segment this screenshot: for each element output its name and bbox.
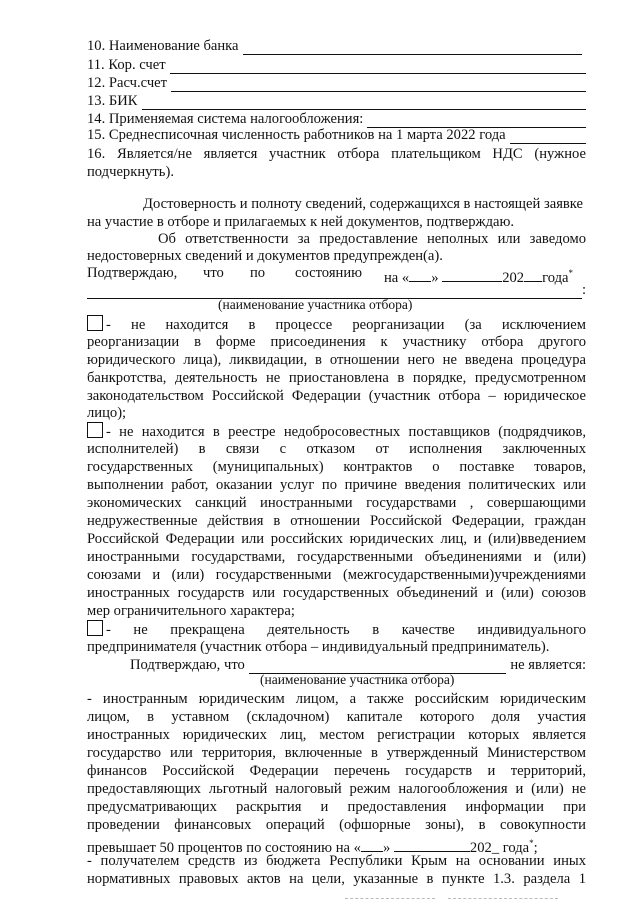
reorg-line: банкротства, деятельность не приостановлена в порядке, предусмотренном — [87, 370, 586, 386]
confirm-word: что — [203, 265, 224, 281]
responsibility-line: Об ответственности за предоставление неполных или заведомо — [158, 231, 586, 247]
year-word: года — [542, 269, 569, 286]
reorg-checkbox[interactable] — [87, 315, 103, 331]
reorg-line: законодательством Российской Федерации (участник отбора – юридическое — [87, 388, 586, 404]
confirm2-tail: не является: — [510, 657, 586, 673]
registry-text: - не находится в реестре недобросовестных поставщиков (подрядчиков, — [106, 424, 586, 440]
confirm2-lead: Подтверждаю, что — [130, 657, 245, 673]
foreign-line: иностранных юридических лиц, местом регистрации которых является — [87, 727, 586, 743]
field-label: 14. Применяемая система налогообложения: — [87, 111, 364, 127]
registry-line: иностранных государств или государственных объединений и (или) союзов — [87, 585, 586, 601]
registry-line — [87, 422, 586, 440]
date-close: » — [431, 269, 439, 286]
month-blank — [394, 837, 470, 852]
year-text: 202_ года — [469, 839, 530, 856]
ip-text: - не прекращена деятельность в качестве индивидуального — [106, 622, 586, 638]
registry-line: недружественные действия в отношении Российской Федерации, граждан — [87, 513, 586, 529]
reorg-text: - не находится в процессе реорганизации (за исключением — [106, 317, 586, 333]
field-headcount — [87, 126, 586, 144]
field-settlement-account — [87, 74, 586, 92]
confirm-date-line — [87, 264, 586, 286]
budget-line: нормативных правовых актов на цели, указанные в пункте 1.3. раздела 1 — [87, 871, 586, 887]
date-close: » — [382, 839, 391, 856]
registry-line: Российской Федерации или российских юридических лиц, и (или)введением — [87, 531, 586, 547]
field-label: 13. БИК — [87, 93, 138, 109]
ip-line: предпринимателя (участник отбора – индивидуальный предприниматель). — [87, 639, 550, 655]
confirm-word: по — [250, 265, 266, 281]
foreign-line: предусматривающих раскрытия и предоставления информации при — [87, 799, 586, 815]
field-corr-account — [87, 56, 586, 74]
confirm-line: Достоверность и полноту сведений, содержащихся в настоящей заявке — [143, 196, 583, 212]
budget-line: - получателем средств из бюджета Республики Крым на основании иных — [87, 853, 586, 869]
confirm-word: Подтверждаю, — [87, 265, 178, 281]
scan-artifact — [448, 898, 558, 899]
registry-line: выполнении работ, оказании услуг по причине введения политических или — [87, 477, 586, 493]
responsibility-line: недостоверных сведений и документов предупрежден(а). — [87, 248, 443, 264]
registry-line: исполнителей) в связи с отказом от исполнения заключенных — [87, 441, 586, 457]
ip-line — [87, 620, 586, 638]
scan-artifact — [345, 898, 435, 899]
field-label: 10. Наименование банка — [87, 38, 239, 54]
line-end: ; — [533, 839, 538, 856]
item16-line: подчеркнуть). — [87, 164, 174, 180]
foreign-line: предоставляющих льготный налоговый режим налогообложения и (или) не — [87, 781, 586, 797]
foreign-last-text: превышает 50 процентов по состоянию на « — [87, 839, 361, 856]
item16-line: 16. Является/не является участник отбора плательщиком НДС (нужное — [87, 146, 586, 162]
ip-checkbox[interactable] — [87, 620, 103, 636]
foreign-line: - иностранным юридическим лицом, а также российским юридическим — [87, 691, 586, 707]
confirm-word: состоянию — [295, 265, 363, 281]
year-text: 202 — [502, 269, 525, 286]
registry-line: иностранными государствами, государственными объединениями и (или) — [87, 549, 586, 565]
registry-line: экономических санкций иностранными государствами , совершающими — [87, 495, 586, 511]
reorg-line — [87, 315, 586, 333]
foreign-line: лицом, в уставном (складочном) капитале которого доля участия — [87, 709, 586, 725]
day-blank — [361, 837, 383, 852]
footnote-mark: * — [529, 838, 534, 848]
field-blank — [170, 59, 586, 74]
footnote-mark: * — [568, 268, 573, 278]
reorg-line: лицо); — [87, 405, 127, 421]
field-label: 15. Среднесписочная численность работников на 1 марта 2022 года — [87, 127, 506, 143]
colon: : — [581, 282, 586, 298]
registry-line: государственных (муниципальных) контрактов о поставке товаров, — [87, 459, 586, 475]
participant-caption: (наименование участника отбора) — [218, 297, 413, 312]
field-bik — [87, 92, 586, 110]
year-blank — [524, 267, 542, 282]
field-blank — [142, 95, 586, 110]
date-open: на « — [384, 269, 410, 286]
registry-checkbox[interactable] — [87, 422, 103, 438]
field-label: 11. Кор. счет — [87, 57, 166, 73]
registry-line: мер ограничительного характера; — [87, 603, 295, 619]
reorg-line: юридического лица), ликвидации, в отношении него не введена процедура — [87, 352, 586, 368]
confirm-line: на участие в отборе и прилагаемых к ней документов, подтверждаю. — [87, 214, 515, 230]
month-blank — [442, 267, 502, 282]
field-blank — [171, 77, 586, 92]
field-bank-name — [87, 37, 582, 55]
foreign-line: государство или территория, включенные в утвержденный Министерством — [87, 745, 586, 761]
field-label: 12. Расч.счет — [87, 75, 168, 91]
field-blank — [243, 40, 582, 55]
foreign-line: финансов Российской Федерации перечень государств и территорий, — [87, 763, 586, 779]
foreign-date-line — [87, 834, 586, 856]
participant-caption: (наименование участника отбора) — [260, 672, 455, 687]
field-blank — [510, 129, 586, 144]
day-blank — [409, 267, 431, 282]
registry-line: союзами и (или) государственными (межгосударственными)учреждениями — [87, 567, 586, 583]
reorg-line: реорганизации в форме присоединения к участнику отбора другого — [87, 334, 586, 350]
foreign-line: проведении финансовых операций (офшорные зоны), в совокупности — [87, 817, 586, 833]
